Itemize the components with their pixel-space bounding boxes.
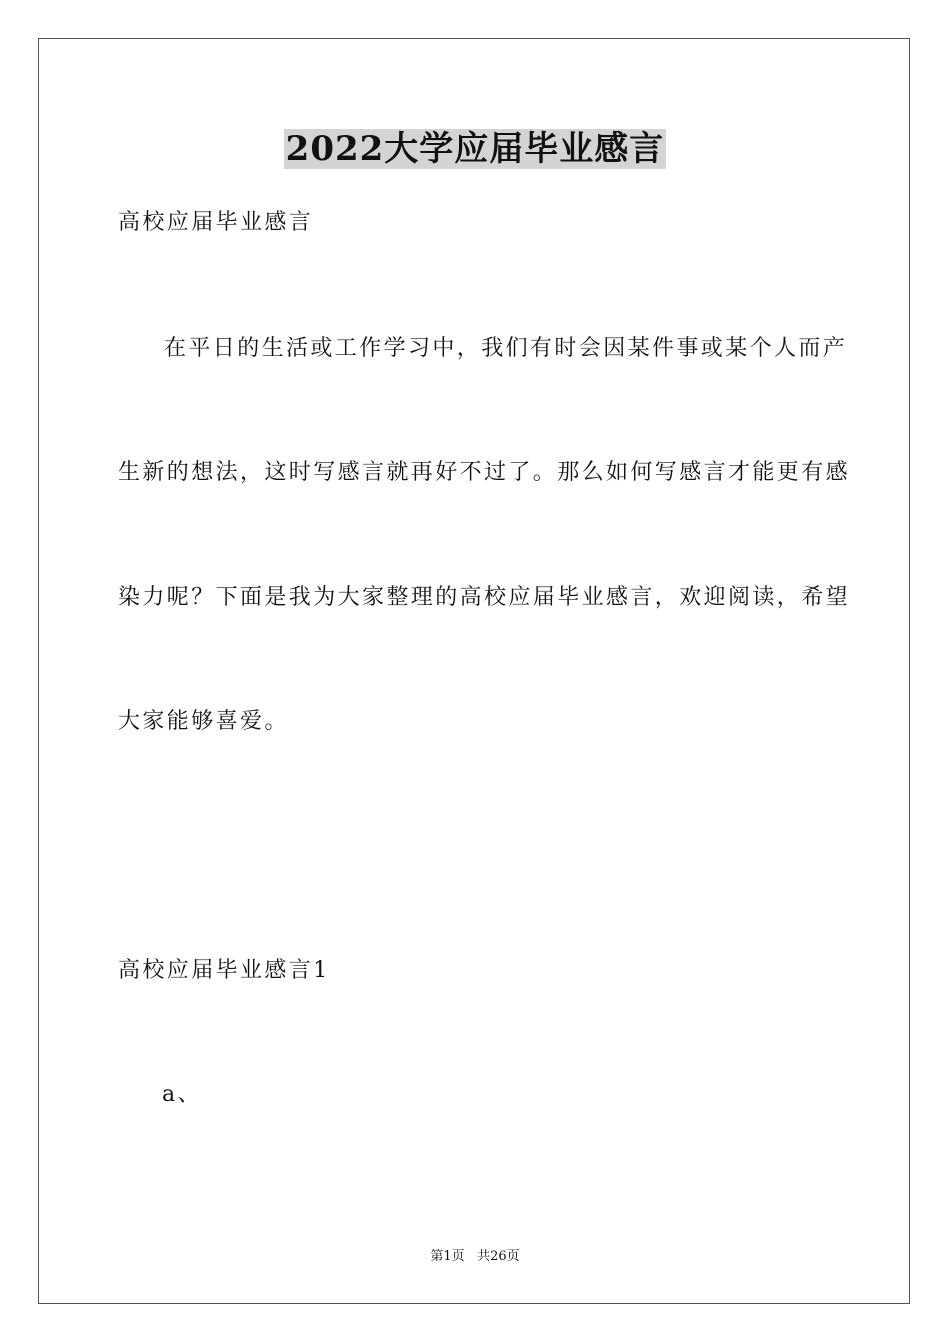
page-total: 共26页 <box>477 1249 520 1264</box>
document-subtitle: 高校应届毕业感言 <box>118 210 314 235</box>
section-heading: 高校应届毕业感言1 <box>118 958 330 983</box>
list-item: a、 <box>162 1082 202 1107</box>
paragraph-line: 大家能够喜爱。 <box>118 709 289 734</box>
paragraph-line: 在平日的生活或工作学习中，我们有时会因某件事或某个人而产 <box>164 336 848 361</box>
paragraph-line: 生新的想法，这时写感言就再好不过了。那么如何写感言才能更有感 <box>118 460 851 485</box>
page-number: 第1页 <box>430 1249 465 1264</box>
page-footer <box>0 1248 950 1266</box>
document-title <box>0 128 950 170</box>
document-title-text: 2022大学应届毕业感言 <box>285 129 665 169</box>
paragraph-line: 染力呢？下面是我为大家整理的高校应届毕业感言，欢迎阅读，希望 <box>118 585 851 610</box>
